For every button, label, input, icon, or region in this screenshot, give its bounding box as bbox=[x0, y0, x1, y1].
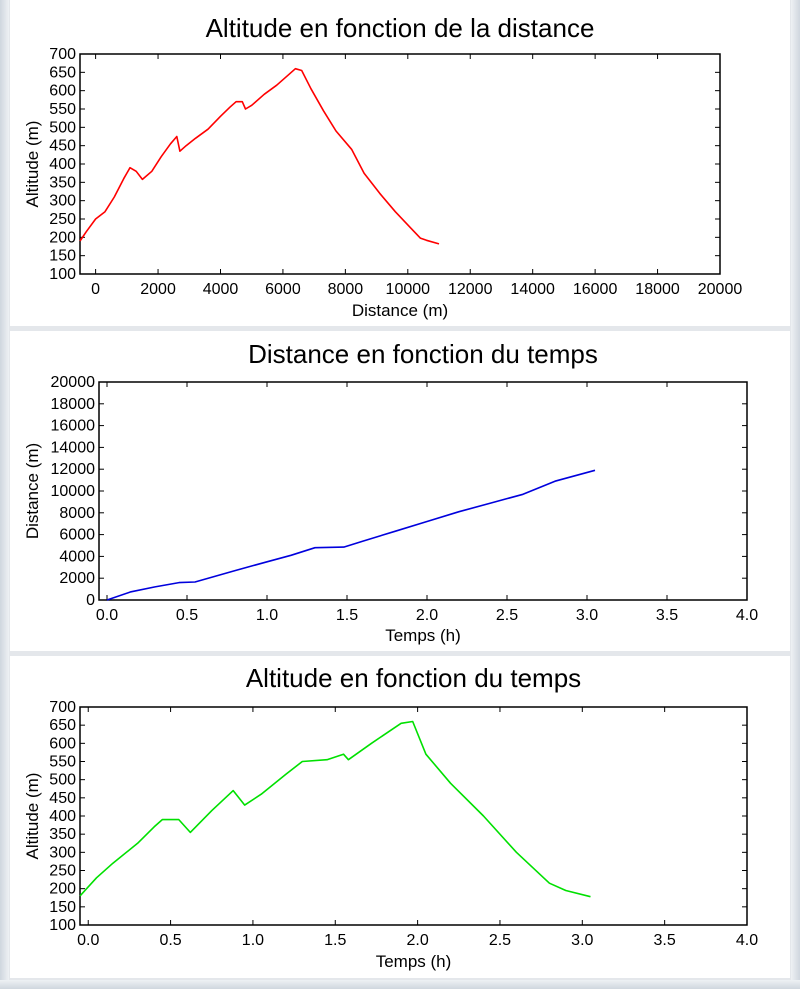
chart-altitude-distance bbox=[10, 0, 790, 326]
x-tick-label: 2.5 bbox=[488, 932, 512, 949]
window-frame-right bbox=[791, 0, 800, 989]
y-tick-label: 100 bbox=[49, 266, 76, 283]
y-tick-label: 0 bbox=[86, 592, 95, 609]
y-tick-label: 450 bbox=[49, 137, 76, 155]
chart-title: Altitude en fonction de la distance bbox=[205, 13, 595, 43]
series-line bbox=[107, 470, 595, 600]
y-tick-label: 8000 bbox=[59, 504, 95, 522]
x-tick-label: 1.5 bbox=[324, 932, 347, 949]
x-tick-label: 20000 bbox=[697, 281, 743, 298]
y-tick-label: 400 bbox=[49, 156, 76, 173]
y-axis-label: Altitude (m) bbox=[23, 120, 42, 208]
x-tick-label: 1.0 bbox=[241, 932, 265, 949]
chart-panel-altitude-time bbox=[10, 656, 790, 978]
x-tick-label: 2.5 bbox=[495, 607, 519, 624]
y-tick-label: 300 bbox=[49, 844, 76, 862]
x-tick-label: 0.0 bbox=[77, 932, 100, 949]
plot-area-frame bbox=[80, 54, 720, 274]
y-tick-label: 250 bbox=[49, 862, 76, 880]
y-tick-label: 16000 bbox=[50, 417, 95, 435]
x-tick-label: 0.0 bbox=[95, 607, 119, 624]
x-tick-label: 2.0 bbox=[415, 607, 439, 624]
x-axis-label: Distance (m) bbox=[351, 301, 449, 320]
x-tick-label: 3.0 bbox=[575, 607, 599, 624]
y-tick-label: 550 bbox=[49, 753, 76, 771]
y-axis-label: Distance (m) bbox=[23, 442, 42, 540]
x-tick-label: 4.0 bbox=[735, 932, 759, 949]
chart-title: Altitude en fonction du temps bbox=[245, 663, 582, 693]
plot-area-frame bbox=[80, 707, 747, 925]
y-tick-label: 150 bbox=[49, 898, 76, 916]
y-tick-label: 2000 bbox=[59, 570, 95, 588]
x-axis-label: Temps (h) bbox=[385, 626, 461, 645]
y-tick-label: 600 bbox=[49, 82, 76, 100]
y-tick-label: 10000 bbox=[50, 483, 95, 500]
x-tick-label: 2000 bbox=[140, 281, 176, 298]
y-tick-label: 4000 bbox=[59, 548, 95, 566]
x-tick-label: 4000 bbox=[202, 281, 239, 298]
plot-area-frame bbox=[99, 382, 747, 600]
y-axis-label: Altitude (m) bbox=[23, 772, 42, 860]
x-axis-label: Temps (h) bbox=[375, 952, 452, 971]
x-tick-label: 8000 bbox=[327, 281, 364, 298]
chart-distance-time bbox=[10, 331, 790, 651]
chart-title: Distance en fonction du temps bbox=[248, 339, 598, 369]
y-tick-label: 350 bbox=[49, 174, 76, 192]
y-tick-label: 600 bbox=[49, 735, 76, 753]
x-tick-label: 3.5 bbox=[655, 607, 679, 624]
x-tick-label: 18000 bbox=[635, 281, 680, 298]
y-tick-label: 400 bbox=[49, 808, 76, 825]
x-tick-label: 0 bbox=[91, 281, 101, 298]
x-tick-label: 2.0 bbox=[406, 932, 429, 949]
y-tick-label: 20000 bbox=[50, 374, 95, 391]
y-tick-label: 500 bbox=[49, 771, 76, 789]
y-tick-label: 550 bbox=[49, 101, 76, 118]
y-tick-label: 300 bbox=[49, 192, 76, 210]
y-tick-label: 6000 bbox=[59, 526, 95, 544]
x-tick-label: 16000 bbox=[572, 281, 618, 298]
y-tick-label: 200 bbox=[49, 229, 76, 247]
y-tick-label: 650 bbox=[49, 64, 76, 82]
x-tick-label: 0.5 bbox=[159, 932, 182, 949]
x-tick-label: 3.5 bbox=[653, 932, 676, 949]
y-tick-label: 650 bbox=[49, 717, 76, 735]
chart-panel-distance-time bbox=[10, 331, 790, 651]
y-tick-label: 700 bbox=[49, 46, 76, 63]
window-frame-bottom bbox=[0, 980, 800, 989]
y-tick-label: 500 bbox=[49, 119, 76, 137]
window-frame-left bbox=[0, 0, 9, 989]
y-tick-label: 12000 bbox=[50, 461, 95, 479]
y-tick-label: 100 bbox=[49, 917, 76, 934]
series-line bbox=[80, 69, 439, 244]
y-tick-label: 14000 bbox=[50, 439, 95, 457]
x-tick-label: 0.5 bbox=[175, 607, 199, 624]
y-tick-label: 700 bbox=[49, 699, 76, 716]
y-tick-label: 250 bbox=[49, 211, 76, 228]
series-line bbox=[80, 722, 591, 897]
x-tick-label: 6000 bbox=[265, 281, 301, 298]
chart-panel-altitude-distance bbox=[10, 0, 790, 326]
y-tick-label: 200 bbox=[49, 880, 76, 898]
x-tick-label: 12000 bbox=[447, 281, 493, 298]
x-tick-label: 14000 bbox=[510, 281, 555, 298]
chart-altitude-time bbox=[10, 656, 790, 978]
x-tick-label: 3.0 bbox=[571, 932, 594, 949]
x-tick-label: 1.5 bbox=[335, 607, 359, 624]
x-tick-label: 1.0 bbox=[255, 607, 279, 624]
x-tick-label: 4.0 bbox=[735, 607, 759, 624]
y-tick-label: 450 bbox=[49, 789, 76, 807]
y-tick-label: 350 bbox=[49, 826, 76, 844]
x-tick-label: 10000 bbox=[385, 281, 431, 298]
y-tick-label: 18000 bbox=[50, 395, 95, 413]
y-tick-label: 150 bbox=[49, 247, 76, 265]
